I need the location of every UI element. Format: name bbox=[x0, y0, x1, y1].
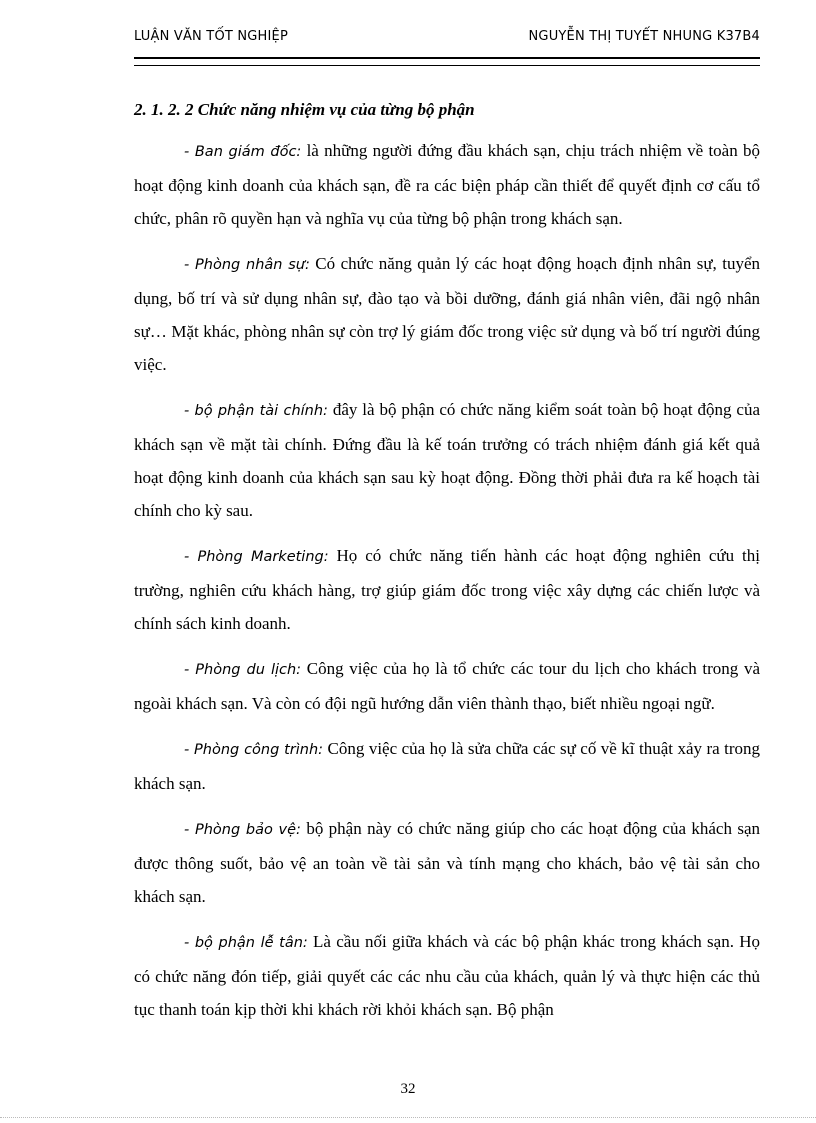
header-thesis-title: LUẬN VĂN TỐT NGHIỆP bbox=[134, 29, 289, 44]
section-title: 2. 1. 2. 2 Chức năng nhiệm vụ của từng bộ phận bbox=[134, 100, 475, 119]
paragraph-term: - Phòng nhân sự: bbox=[184, 257, 310, 273]
paragraph-ban-giam-doc bbox=[134, 134, 760, 235]
paragraph-term: - bộ phận lễ tân: bbox=[184, 935, 308, 951]
paragraph-term: - Ban giám đốc: bbox=[184, 144, 302, 160]
paragraph-bo-phan-tai-chinh bbox=[134, 393, 760, 527]
paragraph-term: - Phòng bảo vệ: bbox=[184, 822, 301, 838]
paragraph-text: Công việc của họ là tổ chức các tour du lịch cho khách trong và ngoài khách sạn. Và còn có đội ngũ hướng dẫn viên thành thạo, biết nhiều ngoại ngữ. bbox=[134, 659, 760, 713]
paragraph-text: là những người đứng đầu khách sạn, chịu trách nhiệm về toàn bộ hoạt động kinh doanh của khách sạn, đề ra các biện pháp cần thiết để quyết định cơ cấu tổ chức, phân rõ quyền hạn và nghĩa vụ của từng bộ phận trong khách sạn. bbox=[134, 141, 760, 228]
paragraph-phong-du-lich bbox=[134, 652, 760, 720]
paragraph-term: - Phòng công trình: bbox=[184, 742, 324, 758]
paragraph-phong-bao-ve bbox=[134, 812, 760, 913]
paragraph-text: Là cầu nối giữa khách và các bộ phận khác trong khách sạn. Họ có chức năng đón tiếp, giải quyết các các nhu cầu của khách, quản lý và thực hiện các thủ tục thanh toán kịp thời khi khách rời khỏi khách sạn. Bộ phận bbox=[134, 932, 760, 1019]
header-author: NGUYỄN THỊ TUYẾT NHUNG K37B4 bbox=[528, 29, 760, 44]
paragraph-text: Có chức năng quản lý các hoạt động hoạch định nhân sự, tuyển dụng, bố trí và sử dụng nhân sự, đào tạo và bồi dưỡng, đánh giá nhân viên, đãi ngộ nhân sự… Mặt khác, phòng nhân sự còn trợ lý giám đốc trong việc sử dụng và bố trí người đúng việc. bbox=[134, 254, 760, 374]
paragraph-term: - Phòng Marketing: bbox=[184, 549, 329, 565]
paragraph-term: - bộ phận tài chính: bbox=[184, 403, 328, 419]
paragraph-text: Họ có chức năng tiến hành các hoạt động nghiên cứu thị trường, nghiên cứu khách hàng, trợ giúp giám đốc trong việc xây dựng các chiến lược và chính sách kinh doanh. bbox=[134, 546, 760, 633]
paragraph-text: bộ phận này có chức năng giúp cho các hoạt động của khách sạn được thông suốt, bảo vệ an toàn về tài sản và tính mạng cho khách, bảo vệ tài sản cho khách sạn. bbox=[134, 819, 760, 906]
paragraph-phong-cong-trinh bbox=[134, 732, 760, 800]
page-header bbox=[134, 29, 760, 49]
page-number: 32 bbox=[400, 1081, 416, 1097]
paragraph-phong-nhan-su bbox=[134, 247, 760, 381]
paragraph-bo-phan-le-tan bbox=[134, 925, 760, 1026]
header-divider bbox=[134, 57, 760, 66]
paragraph-text: Công việc của họ là sửa chữa các sự cố về kĩ thuật xảy ra trong khách sạn. bbox=[134, 739, 760, 793]
footer-divider bbox=[0, 1117, 816, 1118]
paragraph-phong-marketing bbox=[134, 539, 760, 640]
paragraph-term: - Phòng du lịch: bbox=[184, 662, 302, 678]
page-body bbox=[134, 98, 760, 1038]
paragraph-text: đây là bộ phận có chức năng kiểm soát toàn bộ hoạt động của khách sạn về mặt tài chính. Đứng đầu là kế toán trưởng có trách nhiệm đánh giá kết quả hoạt động kinh doanh của khách sạn sau kỳ hoạt động. Đồng thời phải đưa ra kế hoạch tài chính cho kỳ sau. bbox=[134, 400, 760, 520]
